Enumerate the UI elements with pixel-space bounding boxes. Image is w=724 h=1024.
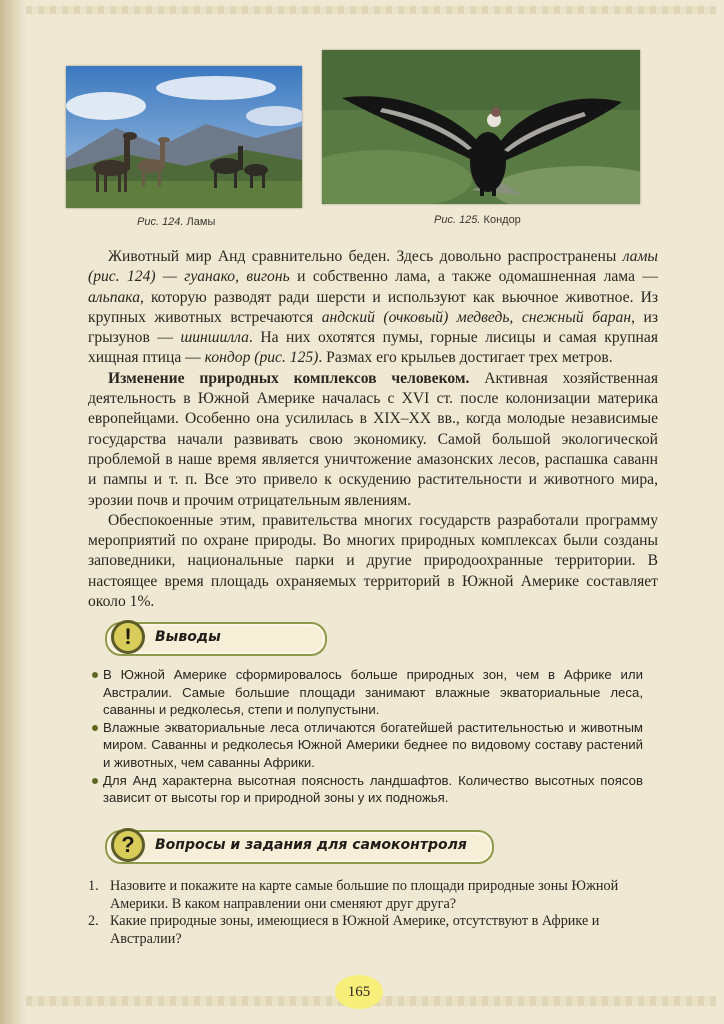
paragraph-andes-fauna: Животный мир Анд сравнительно беден. Здесь довольно распространены ламы (рис. 124) — гуанако, вигонь и собственно лама, а также одомашненная лама — альпака, которую разводят ради шерсти и используют как вьючное животное. Из крупных животных встречаются андский (очковый) медведь, снежный баран, из грызунов — шиншилла. На них охотятся пумы, горные лисицы и самая крупная хищная птица — кондор (рис. 125). Размах его крыльев достигает трех метров. [88, 248, 659, 367]
conclusions-title: Выводы [155, 629, 221, 645]
page-binding-edge [0, 0, 26, 1024]
figure-124-caption: Рис. 124. Ламы [137, 216, 216, 228]
conclusions-banner [105, 622, 327, 656]
condor-photo [322, 50, 640, 204]
exclamation-icon: ! [111, 620, 145, 654]
llamas-photo [66, 66, 302, 208]
paragraph-conservation: Обеспокоенные этим, правительства многих государств разработали программу мероприятий по охране природы. Во многих природных комплексах были созданы заповедники, национальные парки и другие природоохранные территории. В настоящее время площадь охраняемых территорий в Южной Америке составляет около 1%. [88, 511, 658, 611]
top-decorative-band [26, 6, 716, 14]
questions-banner [105, 830, 494, 864]
paragraph-human-impact: Изменение природных комплексов человеком. Активная хозяйственная деятельность в Южной Америке началась с XVI ст. после колонизации материка европейцами. Особенно она усилилась в XIX–XX вв., когда молодые независимые государства начали развивать свою экономику. Самой большой экологической проблемой в наше время является уничтожение амазонских лесов, распашка саванн и пампы и т. п. Все это привело к оскудению растительности и животного мира, эрозии почв и прочим отрицательным явлениям. [88, 369, 659, 509]
conclusion-item: Для Анд характерна высотная поясность ландшафтов. Количество высотных поясов зависит от высоты гор и природной зоны у их подножья. [103, 772, 643, 806]
question-item: 2. Какие природные зоны, имеющиеся в Южной Америке, отсутствуют в Африке и Австралии? [88, 913, 600, 947]
questions-title: Вопросы и задания для самоконтроля [155, 837, 467, 853]
question-item: 1. Назовите и покажите на карте самые большие по площади природные зоны Южной Америки. В каком направлении они сменяют друг друга? [88, 878, 619, 912]
conclusion-item: Влажные экваториальные леса отличаются богатейшей растительностью и животным миром. Саванны и редколесья Южной Америки беднее по видовому составу растений и животных, чем саванны Африки. [103, 719, 643, 770]
figure-125-caption: Рис. 125. Кондор [434, 214, 521, 226]
page-number: 165 [335, 975, 383, 1009]
conclusions-list [103, 666, 643, 807]
body-text [88, 247, 658, 612]
conclusion-item: В Южной Америке сформировалось больше природных зон, чем в Африке или Австралии. Самые большие площади занимают влажные экваториальные леса, саванны и редколесья, степи и полупустыни. [103, 667, 643, 718]
questions-list [88, 878, 643, 948]
question-icon: ? [111, 828, 145, 862]
